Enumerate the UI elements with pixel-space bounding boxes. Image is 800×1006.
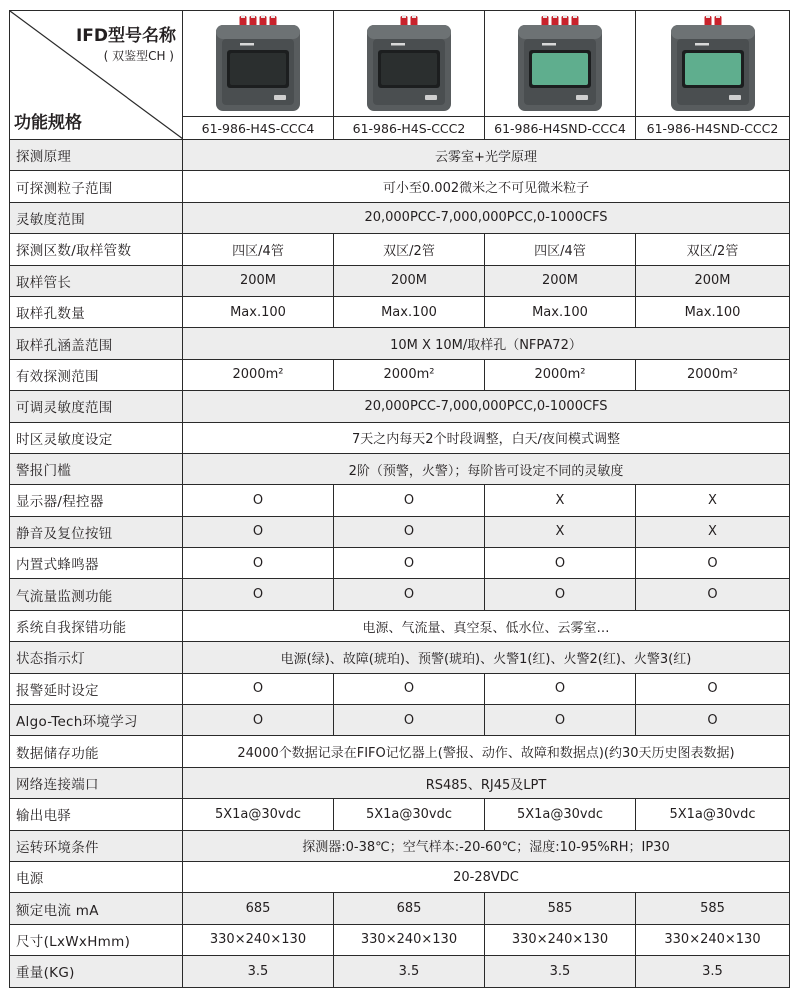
model-name: 61-986-H4S-CCC4 bbox=[183, 117, 334, 140]
header-image-row bbox=[10, 11, 790, 117]
product-subtitle: ( 双鉴型CH ) bbox=[103, 49, 174, 63]
device-top-bevel bbox=[671, 25, 755, 39]
spec-value: 685 bbox=[183, 893, 334, 924]
terminal-cap bbox=[412, 15, 416, 18]
spec-value-merged: RS485、RJ45及LPT bbox=[183, 767, 790, 798]
spec-value: O bbox=[334, 705, 485, 736]
device-badge bbox=[274, 95, 286, 100]
spec-value: 四区/4管 bbox=[485, 234, 636, 265]
detector-device-image bbox=[665, 15, 761, 113]
spec-value: 685 bbox=[334, 893, 485, 924]
spec-label: 重量(KG) bbox=[10, 956, 183, 987]
spec-value: 四区/4管 bbox=[183, 234, 334, 265]
spec-row bbox=[10, 767, 790, 798]
spec-value: 5X1a@30vdc bbox=[334, 799, 485, 830]
spec-value-merged: 20,000PCC-7,000,000PCC,0-1000CFS bbox=[183, 202, 790, 233]
terminal-cap bbox=[573, 15, 577, 18]
spec-row bbox=[10, 548, 790, 579]
spec-label: 有效探测范围 bbox=[10, 359, 183, 390]
spec-row bbox=[10, 642, 790, 673]
spec-value: 5X1a@30vdc bbox=[636, 799, 790, 830]
spec-label: 额定电流 mA bbox=[10, 893, 183, 924]
model-name: 61-986-H4S-CCC2 bbox=[334, 117, 485, 140]
spec-value-merged: 20,000PCC-7,000,000PCC,0-1000CFS bbox=[183, 391, 790, 422]
spec-value: 5X1a@30vdc bbox=[485, 799, 636, 830]
device-top-bevel bbox=[216, 25, 300, 39]
device-top-bevel bbox=[367, 25, 451, 39]
terminal-cap bbox=[261, 15, 265, 18]
spec-value-merged: 电源、气流量、真空泵、低水位、云雾室… bbox=[183, 610, 790, 641]
spec-value: X bbox=[485, 516, 636, 547]
spec-table-wrapper bbox=[9, 10, 790, 988]
device-image-cell bbox=[485, 11, 636, 117]
spec-value: O bbox=[485, 548, 636, 579]
device-brand-mark bbox=[391, 43, 405, 46]
spec-value: O bbox=[183, 516, 334, 547]
spec-value: 330×240×130 bbox=[636, 924, 790, 955]
device-badge bbox=[729, 95, 741, 100]
device-image-cell bbox=[183, 11, 334, 117]
spec-row bbox=[10, 422, 790, 453]
spec-value: 5X1a@30vdc bbox=[183, 799, 334, 830]
spec-row bbox=[10, 924, 790, 955]
device-screen bbox=[532, 53, 588, 85]
spec-row bbox=[10, 202, 790, 233]
spec-value: O bbox=[183, 579, 334, 610]
spec-value: 200M bbox=[636, 265, 790, 296]
spec-row bbox=[10, 234, 790, 265]
terminal-cap bbox=[716, 15, 720, 18]
spec-value-merged: 7天之内每天2个时段调整，白天/夜间模式调整 bbox=[183, 422, 790, 453]
spec-label: 内置式蜂鸣器 bbox=[10, 548, 183, 579]
device-badge bbox=[425, 95, 437, 100]
spec-row bbox=[10, 265, 790, 296]
spec-value: 330×240×130 bbox=[183, 924, 334, 955]
spec-value: O bbox=[636, 673, 790, 704]
spec-value: O bbox=[334, 673, 485, 704]
spec-value-merged: 20-28VDC bbox=[183, 861, 790, 892]
device-image-cell bbox=[636, 11, 790, 117]
spec-value: 585 bbox=[636, 893, 790, 924]
spec-value: 200M bbox=[183, 265, 334, 296]
spec-value-merged: 云雾室+光学原理 bbox=[183, 140, 790, 171]
device-brand-mark bbox=[240, 43, 254, 46]
spec-value-merged: 24000个数据记录在FIFO记忆器上(警报、动作、故障和数据点)(约30天历史图表数据) bbox=[183, 736, 790, 767]
detector-device-image bbox=[512, 15, 608, 113]
spec-value: Max.100 bbox=[636, 296, 790, 327]
spec-value: 3.5 bbox=[636, 956, 790, 987]
terminal-cap bbox=[402, 15, 406, 18]
spec-value: O bbox=[334, 516, 485, 547]
spec-value: 3.5 bbox=[183, 956, 334, 987]
spec-value-merged: 2阶（预警，火警）；每阶皆可设定不同的灵敏度 bbox=[183, 453, 790, 484]
spec-label: 取样管长 bbox=[10, 265, 183, 296]
spec-value: 330×240×130 bbox=[485, 924, 636, 955]
device-screen bbox=[230, 53, 286, 85]
spec-row bbox=[10, 391, 790, 422]
spec-value: O bbox=[183, 548, 334, 579]
device-top-bevel bbox=[518, 25, 602, 39]
model-name: 61-986-H4SND-CCC4 bbox=[485, 117, 636, 140]
spec-row bbox=[10, 705, 790, 736]
spec-row bbox=[10, 485, 790, 516]
spec-value-merged: 电源(绿)、故障(琥珀)、预警(琥珀)、火警1(红)、火警2(红)、火警3(红) bbox=[183, 642, 790, 673]
spec-value: O bbox=[334, 579, 485, 610]
spec-value-merged: 探测器:0-38℃；空气样本:-20-60℃；湿度:10-95%RH；IP30 bbox=[183, 830, 790, 861]
spec-row bbox=[10, 861, 790, 892]
spec-label: 运转环境条件 bbox=[10, 830, 183, 861]
spec-value: O bbox=[636, 705, 790, 736]
spec-label: 网络连接端口 bbox=[10, 767, 183, 798]
spec-value: 2000m² bbox=[183, 359, 334, 390]
device-image-cell bbox=[334, 11, 485, 117]
spec-value: X bbox=[485, 485, 636, 516]
spec-value: 3.5 bbox=[334, 956, 485, 987]
spec-row bbox=[10, 893, 790, 924]
device-brand-mark bbox=[542, 43, 556, 46]
spec-label: 电源 bbox=[10, 861, 183, 892]
spec-label: 气流量监测功能 bbox=[10, 579, 183, 610]
terminal-cap bbox=[563, 15, 567, 18]
spec-label: 尺寸(LxWxHmm) bbox=[10, 924, 183, 955]
spec-label: 输出电驿 bbox=[10, 799, 183, 830]
spec-value: 200M bbox=[485, 265, 636, 296]
spec-value: Max.100 bbox=[183, 296, 334, 327]
spec-label: 取样孔涵盖范围 bbox=[10, 328, 183, 359]
device-badge bbox=[576, 95, 588, 100]
spec-label: 警报门槛 bbox=[10, 453, 183, 484]
spec-row bbox=[10, 140, 790, 171]
model-name: 61-986-H4SND-CCC2 bbox=[636, 117, 790, 140]
spec-row bbox=[10, 956, 790, 987]
terminal-cap bbox=[251, 15, 255, 18]
spec-value: 2000m² bbox=[636, 359, 790, 390]
device-brand-mark bbox=[695, 43, 709, 46]
spec-value: O bbox=[334, 485, 485, 516]
terminal-cap bbox=[241, 15, 245, 18]
spec-row bbox=[10, 673, 790, 704]
spec-value: O bbox=[636, 548, 790, 579]
terminal-cap bbox=[553, 15, 557, 18]
spec-label: 时区灵敏度设定 bbox=[10, 422, 183, 453]
spec-label: 灵敏度范围 bbox=[10, 202, 183, 233]
header-corner-cell bbox=[10, 11, 183, 140]
terminal-cap bbox=[706, 15, 710, 18]
spec-label: 显示器/程控器 bbox=[10, 485, 183, 516]
spec-value: O bbox=[485, 579, 636, 610]
spec-value: 200M bbox=[334, 265, 485, 296]
spec-row bbox=[10, 830, 790, 861]
spec-value: Max.100 bbox=[334, 296, 485, 327]
spec-value: O bbox=[183, 705, 334, 736]
spec-value: 双区/2管 bbox=[334, 234, 485, 265]
spec-row bbox=[10, 328, 790, 359]
spec-value: Max.100 bbox=[485, 296, 636, 327]
spec-value: 3.5 bbox=[485, 956, 636, 987]
spec-label: 状态指示灯 bbox=[10, 642, 183, 673]
spec-heading: 功能规格 bbox=[14, 113, 82, 133]
spec-value: O bbox=[334, 548, 485, 579]
spec-value: 2000m² bbox=[334, 359, 485, 390]
spec-value: O bbox=[183, 673, 334, 704]
spec-row bbox=[10, 171, 790, 202]
spec-value: O bbox=[183, 485, 334, 516]
spec-label: 可调灵敏度范围 bbox=[10, 391, 183, 422]
spec-label: 静音及复位按钮 bbox=[10, 516, 183, 547]
spec-label: 系统自我探错功能 bbox=[10, 610, 183, 641]
spec-value: X bbox=[636, 485, 790, 516]
spec-label: 可探测粒子范围 bbox=[10, 171, 183, 202]
device-screen bbox=[381, 53, 437, 85]
spec-label: 取样孔数量 bbox=[10, 296, 183, 327]
spec-row bbox=[10, 610, 790, 641]
terminal-cap bbox=[543, 15, 547, 18]
spec-row bbox=[10, 359, 790, 390]
spec-label: Algo-Tech环境学习 bbox=[10, 705, 183, 736]
device-screen bbox=[685, 53, 741, 85]
spec-row bbox=[10, 516, 790, 547]
spec-row bbox=[10, 296, 790, 327]
terminal-cap bbox=[271, 15, 275, 18]
spec-label: 数据储存功能 bbox=[10, 736, 183, 767]
spec-value: O bbox=[485, 705, 636, 736]
spec-label: 探测原理 bbox=[10, 140, 183, 171]
spec-value: 双区/2管 bbox=[636, 234, 790, 265]
spec-label: 报警延时设定 bbox=[10, 673, 183, 704]
detector-device-image bbox=[361, 15, 457, 113]
spec-label: 探测区数/取样管数 bbox=[10, 234, 183, 265]
spec-value: 330×240×130 bbox=[334, 924, 485, 955]
detector-device-image bbox=[210, 15, 306, 113]
spec-row bbox=[10, 736, 790, 767]
spec-value-merged: 10M X 10M/取样孔（NFPA72） bbox=[183, 328, 790, 359]
spec-value: 2000m² bbox=[485, 359, 636, 390]
product-title: IFD型号名称 bbox=[75, 26, 176, 46]
spec-value: O bbox=[485, 673, 636, 704]
spec-row bbox=[10, 453, 790, 484]
spec-value-merged: 可小至0.002微米之不可见微米粒子 bbox=[183, 171, 790, 202]
spec-table bbox=[9, 10, 790, 988]
spec-row bbox=[10, 579, 790, 610]
spec-value: 585 bbox=[485, 893, 636, 924]
spec-value: O bbox=[636, 579, 790, 610]
spec-value: X bbox=[636, 516, 790, 547]
spec-row bbox=[10, 799, 790, 830]
